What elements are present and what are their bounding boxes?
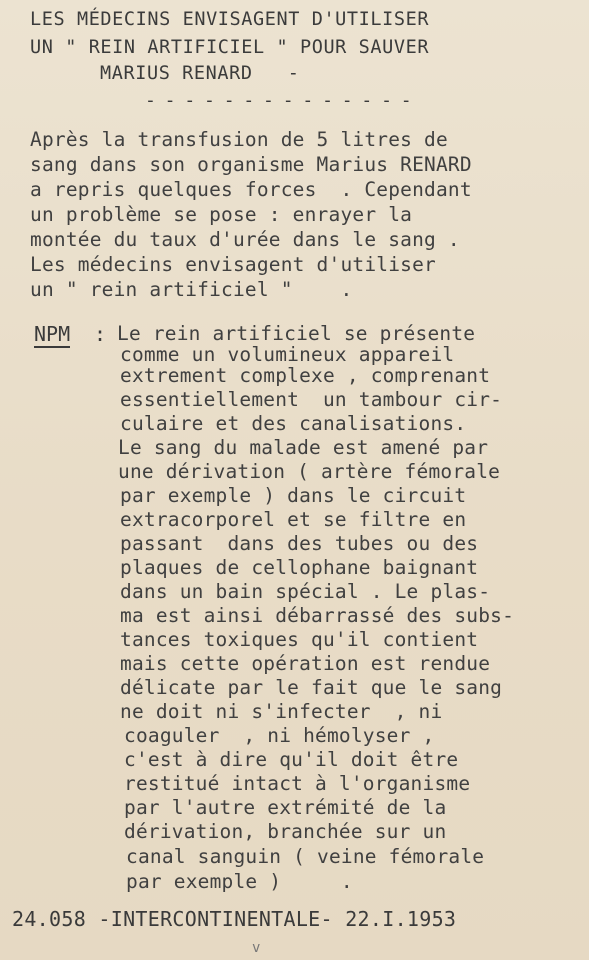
intro-line-4: un problème se pose : enrayer la bbox=[30, 203, 413, 226]
npm-line-6: Le sang du malade est amené par bbox=[118, 436, 489, 459]
footer-mark: v bbox=[252, 940, 261, 956]
npm-line-18: coaguler , ni hémolyser , bbox=[124, 724, 435, 747]
intro-line-2: sang dans son organisme Marius RENARD bbox=[30, 153, 472, 176]
npm-line-3: extrement complexe , comprenant bbox=[120, 364, 491, 387]
npm-line-2: comme un volumineux appareil bbox=[120, 343, 455, 366]
intro-line-6: Les médecins envisagent d'utiliser bbox=[30, 253, 436, 276]
npm-line-22: dérivation, branchée sur un bbox=[124, 820, 447, 843]
title-line-2: UN " REIN ARTIFICIEL " POUR SAUVER bbox=[30, 37, 430, 58]
npm-line-12: dans un bain spécial . Le plas- bbox=[120, 580, 491, 603]
title-underline-rule: - - - - - - - - - - - - - - bbox=[145, 90, 411, 111]
npm-line-24: par exemple ) . bbox=[126, 870, 353, 893]
npm-line-17: ne doit ni s'infecter , ni bbox=[120, 700, 443, 723]
title-line-1: LES MÉDECINS ENVISAGENT D'UTILISER bbox=[30, 9, 430, 30]
npm-colon: : bbox=[94, 322, 107, 346]
npm-line-19: c'est à dire qu'il doit être bbox=[124, 748, 459, 771]
npm-line-13: ma est ainsi débarrassé des subs- bbox=[120, 604, 515, 627]
intro-line-5: montée du taux d'urée dans le sang . bbox=[30, 228, 460, 251]
intro-line-1: Après la transfusion de 5 litres de bbox=[30, 128, 448, 151]
intro-line-7: un " rein artificiel " . bbox=[30, 278, 353, 301]
npm-line-1: Le rein artificiel se présente bbox=[117, 322, 476, 345]
npm-line-11: plaques de cellophane baignant bbox=[120, 556, 479, 579]
npm-line-15: mais cette opération est rendue bbox=[120, 652, 491, 675]
npm-line-5: culaire et des canalisations. bbox=[120, 412, 467, 435]
npm-line-23: canal sanguin ( veine fémorale bbox=[126, 845, 485, 868]
footer-dateline: 24.058 -INTERCONTINENTALE- 22.I.1953 bbox=[12, 907, 457, 931]
npm-label: NPM bbox=[34, 322, 71, 346]
intro-line-3: a repris quelques forces . Cependant bbox=[30, 178, 472, 201]
npm-line-7: une dérivation ( artère fémorale bbox=[118, 460, 501, 483]
npm-line-10: passant dans des tubes ou des bbox=[120, 532, 479, 555]
title-line-3: MARIUS RENARD - bbox=[100, 63, 300, 84]
npm-line-9: extracorporel et se filtre en bbox=[120, 508, 467, 531]
npm-line-4: essentiellement un tambour cir- bbox=[120, 388, 503, 411]
npm-line-20: restitué intact à l'organisme bbox=[124, 772, 471, 795]
npm-line-8: par exemple ) dans le circuit bbox=[120, 484, 467, 507]
npm-line-14: tances toxiques qu'il contient bbox=[120, 628, 479, 651]
npm-line-16: délicate par le fait que le sang bbox=[120, 676, 503, 699]
npm-line-21: par l'autre extrémité de la bbox=[124, 796, 447, 819]
